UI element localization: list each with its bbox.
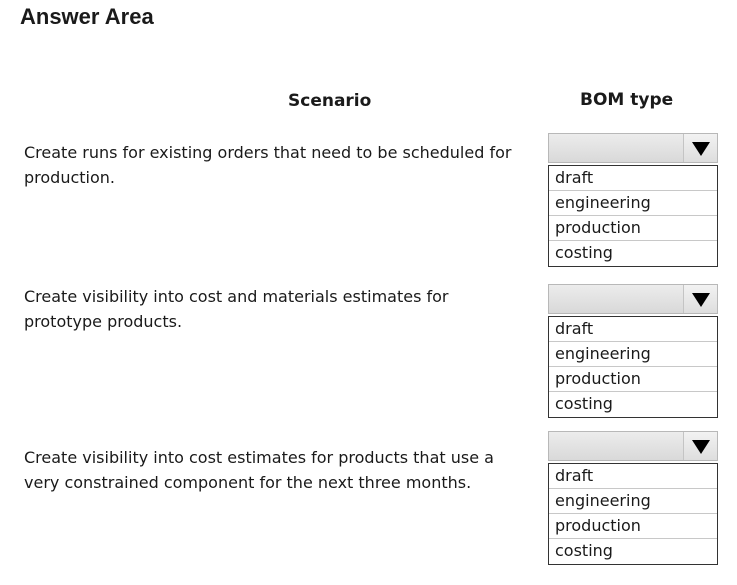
option-list-3 <box>548 463 718 565</box>
scenario-2-line-2: prototype products. <box>24 312 183 331</box>
option-engineering[interactable]: engineering <box>549 342 717 367</box>
option-costing[interactable]: costing <box>555 394 613 413</box>
bom-type-dropdown-1 <box>548 133 718 267</box>
option-costing[interactable]: costing <box>555 243 613 262</box>
scenario-text-1 <box>24 140 544 190</box>
option-production[interactable]: production <box>549 514 717 539</box>
page-title: Answer Area <box>20 4 154 29</box>
scenario-1-line-1: Create runs for existing orders that need to be scheduled for <box>24 143 512 162</box>
triangle-down-icon <box>692 293 710 307</box>
bom-type-select-1[interactable] <box>548 133 718 163</box>
option-production[interactable]: production <box>549 367 717 392</box>
bom-type-dropdown-3 <box>548 431 718 565</box>
option-draft[interactable]: draft <box>549 464 717 489</box>
option-costing[interactable]: costing <box>555 541 613 560</box>
scenario-2-line-1: Create visibility into cost and materials estimates for <box>24 287 449 306</box>
option-draft[interactable]: draft <box>549 317 717 342</box>
bom-type-column-header: BOM type <box>580 90 674 110</box>
scenario-column-header: Scenario <box>288 91 372 111</box>
triangle-down-icon <box>692 440 710 454</box>
bom-type-select-3[interactable] <box>548 431 718 461</box>
scenario-text-2 <box>24 284 544 334</box>
triangle-down-icon <box>692 142 710 156</box>
bom-type-dropdown-2 <box>548 284 718 418</box>
bom-type-select-2[interactable] <box>548 284 718 314</box>
dropdown-arrow-button[interactable] <box>683 285 717 313</box>
option-production[interactable]: production <box>549 216 717 241</box>
option-list-1 <box>548 165 718 267</box>
dropdown-arrow-button[interactable] <box>683 432 717 460</box>
dropdown-arrow-button[interactable] <box>683 134 717 162</box>
option-draft[interactable]: draft <box>549 166 717 191</box>
option-engineering[interactable]: engineering <box>549 191 717 216</box>
scenario-text-3 <box>24 445 544 495</box>
option-list-2 <box>548 316 718 418</box>
option-engineering[interactable]: engineering <box>549 489 717 514</box>
scenario-3-line-1: Create visibility into cost estimates for products that use a <box>24 448 494 467</box>
scenario-3-line-2: very constrained component for the next three months. <box>24 473 472 492</box>
scenario-1-line-2: production. <box>24 168 115 187</box>
